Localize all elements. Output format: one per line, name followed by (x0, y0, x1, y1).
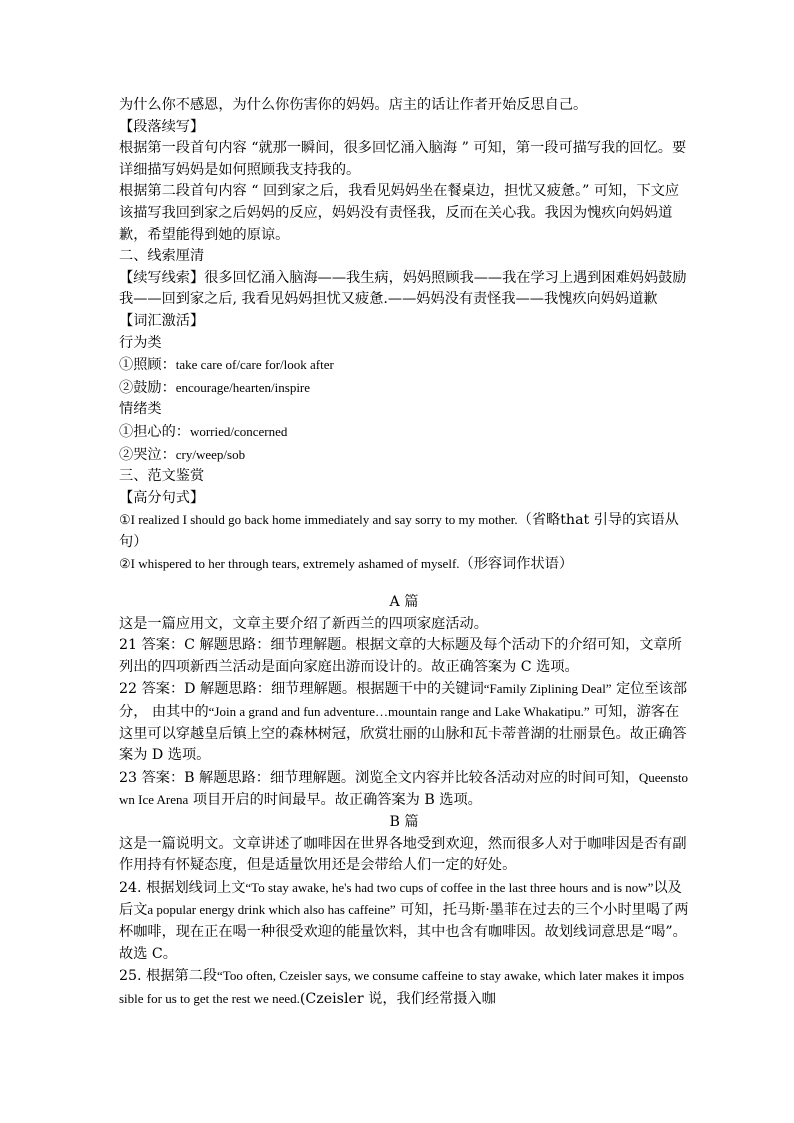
sentence-note: （形容词作状语） (459, 556, 574, 573)
section-heading: 三、范文鉴赏 (119, 468, 205, 485)
answer-text: 项目开启的时间最早。故正确答案为 B 选项。 (188, 792, 482, 809)
vocab-term: ①担心的： (119, 423, 190, 440)
spacer (119, 576, 689, 592)
quoted-keyword: “Family Ziplining Deal” (483, 681, 612, 697)
answer-text: 可知，托马斯·墨菲在过去的三个小时里喝了两杯咖啡，现在正在喝一种很受欢迎的能量饮料，其中也含有咖啡因。故划线词意思是“喝”。故选 C。 (119, 902, 689, 962)
vocab-english: encourage/hearten/inspire (175, 379, 311, 395)
sentence-note: （省略that 引导的宾语从句） (119, 512, 679, 550)
section-heading: 【高分句式】 (119, 489, 205, 506)
answer-22 (119, 678, 689, 766)
vocab-item (119, 354, 689, 377)
answer-text: (Czeisler 说，我们经常摄入咖 (299, 990, 496, 1007)
sentence-pattern (119, 509, 689, 553)
vocab-term: ②哭泣： (119, 446, 176, 463)
sentence-pattern (119, 553, 689, 576)
vocab-item (119, 377, 689, 400)
paragraph: 这是一篇说明文。文章讲述了咖啡因在世界各地受到欢迎，然而很多人对于咖啡因是否有副作用持有怀疑态度，但是适量饮用还是会带给人们一定的好处。 (119, 835, 687, 874)
vocab-item (119, 444, 689, 467)
paragraph: 根据第一段首句内容 “就那一瞬间，很多回忆涌入脑海 ” 可知，第一段可描写我的回忆。要详细描写妈妈是如何照顾我支持我的。 (119, 140, 687, 178)
vocab-term: ①照顾： (119, 357, 176, 374)
paragraph: 这是一篇应用文，文章主要介绍了新西兰的四项家庭活动。 (119, 615, 488, 632)
quoted-sentence: a popular energy drink which also has caffeine” (147, 902, 396, 918)
paragraph: 根据第二段首句内容 “ 回到家之后，我看见妈妈坐在餐桌边，担忧又疲惫。” 可知，下文应该描写我回到家之后妈妈的反应，妈妈没有责怪我，反而在关心我。我因为愧疚向妈妈道歉，希望能得到她的原谅。 (119, 183, 680, 243)
document-body (119, 95, 689, 1010)
paragraph-line: 为什么你不感恩，为什么你伤害你的妈妈。店主的话让作者开始反思自己。 (119, 97, 588, 113)
passage-title-b: B 篇 (389, 814, 419, 830)
section-heading: 【词汇激活】 (119, 312, 205, 329)
paragraph: 【续写线索】很多回忆涌入脑海——我生病，妈妈照顾我——我在学习上遇到困难妈妈鼓励我——回到家之后, 我看见妈妈担忧又疲惫.——妈妈没有责怪我——我愧疚向妈妈道歉 (119, 269, 687, 308)
answer-text: 定位至该部分， 由其中的 (119, 681, 688, 721)
answer-24 (119, 877, 689, 965)
answer-text: 22 答案：D 解题思路：细节理解题。根据题干中的关键词 (119, 681, 484, 698)
vocab-english: worried/concerned (189, 423, 288, 439)
quoted-sentence: “To stay awake, he's had two cups of coffee in the last three hours and is now” (245, 879, 654, 895)
vocab-english: cry/weep/sob (175, 446, 246, 462)
section-heading: 【段落续写】 (119, 118, 205, 135)
category-label: 行为类 (119, 334, 162, 351)
answer-23 (119, 767, 689, 812)
answer-text: 25. 根据第二段 (119, 968, 218, 985)
passage-title-a: A 篇 (389, 594, 419, 611)
answer-21: 21 答案：C 解题思路：细节理解题。根据文章的大标题及每个活动下的介绍可知，文章所列出的四项新西兰活动是面向家庭出游而设计的。故正确答案为 C 选项。 (119, 637, 682, 675)
answer-text: 以及后文 (119, 879, 682, 919)
quoted-keyword: Queenstown Ice Arena (119, 769, 688, 808)
sentence-english: ①I realized I should go back home immediately and say sorry to my mother. (119, 512, 518, 528)
answer-text: 24. 根据划线词上文 (119, 879, 246, 896)
answer-text: 可知，游客在这里可以穿越皇后镇上空的森林树冠，欣赏壮丽的山脉和瓦卡蒂普湖的壮丽景色。故正确答案为 D 选项。 (119, 704, 687, 764)
vocab-item (119, 421, 689, 444)
category-label: 情绪类 (119, 401, 162, 418)
answer-text: 23 答案：B 解题思路：细节理解题。浏览全文内容并比较各活动对应的时间可知， (119, 769, 639, 786)
sentence-english: ②I whispered to her through tears, extremely ashamed of myself. (119, 556, 460, 572)
answer-25 (119, 965, 689, 1010)
section-heading: 二、线索厘清 (119, 248, 205, 265)
vocab-term: ②鼓励： (119, 379, 176, 396)
quoted-sentence: “Too often, Czeisler says, we consume caffeine to stay awake, which later makes it impossible for us to get the rest we need. (119, 968, 685, 1006)
quoted-sentence: “Join a grand and fun adventure…mountain range and Lake Whakatipu.” (208, 704, 590, 720)
vocab-english: take care of/care for/look after (175, 357, 334, 373)
